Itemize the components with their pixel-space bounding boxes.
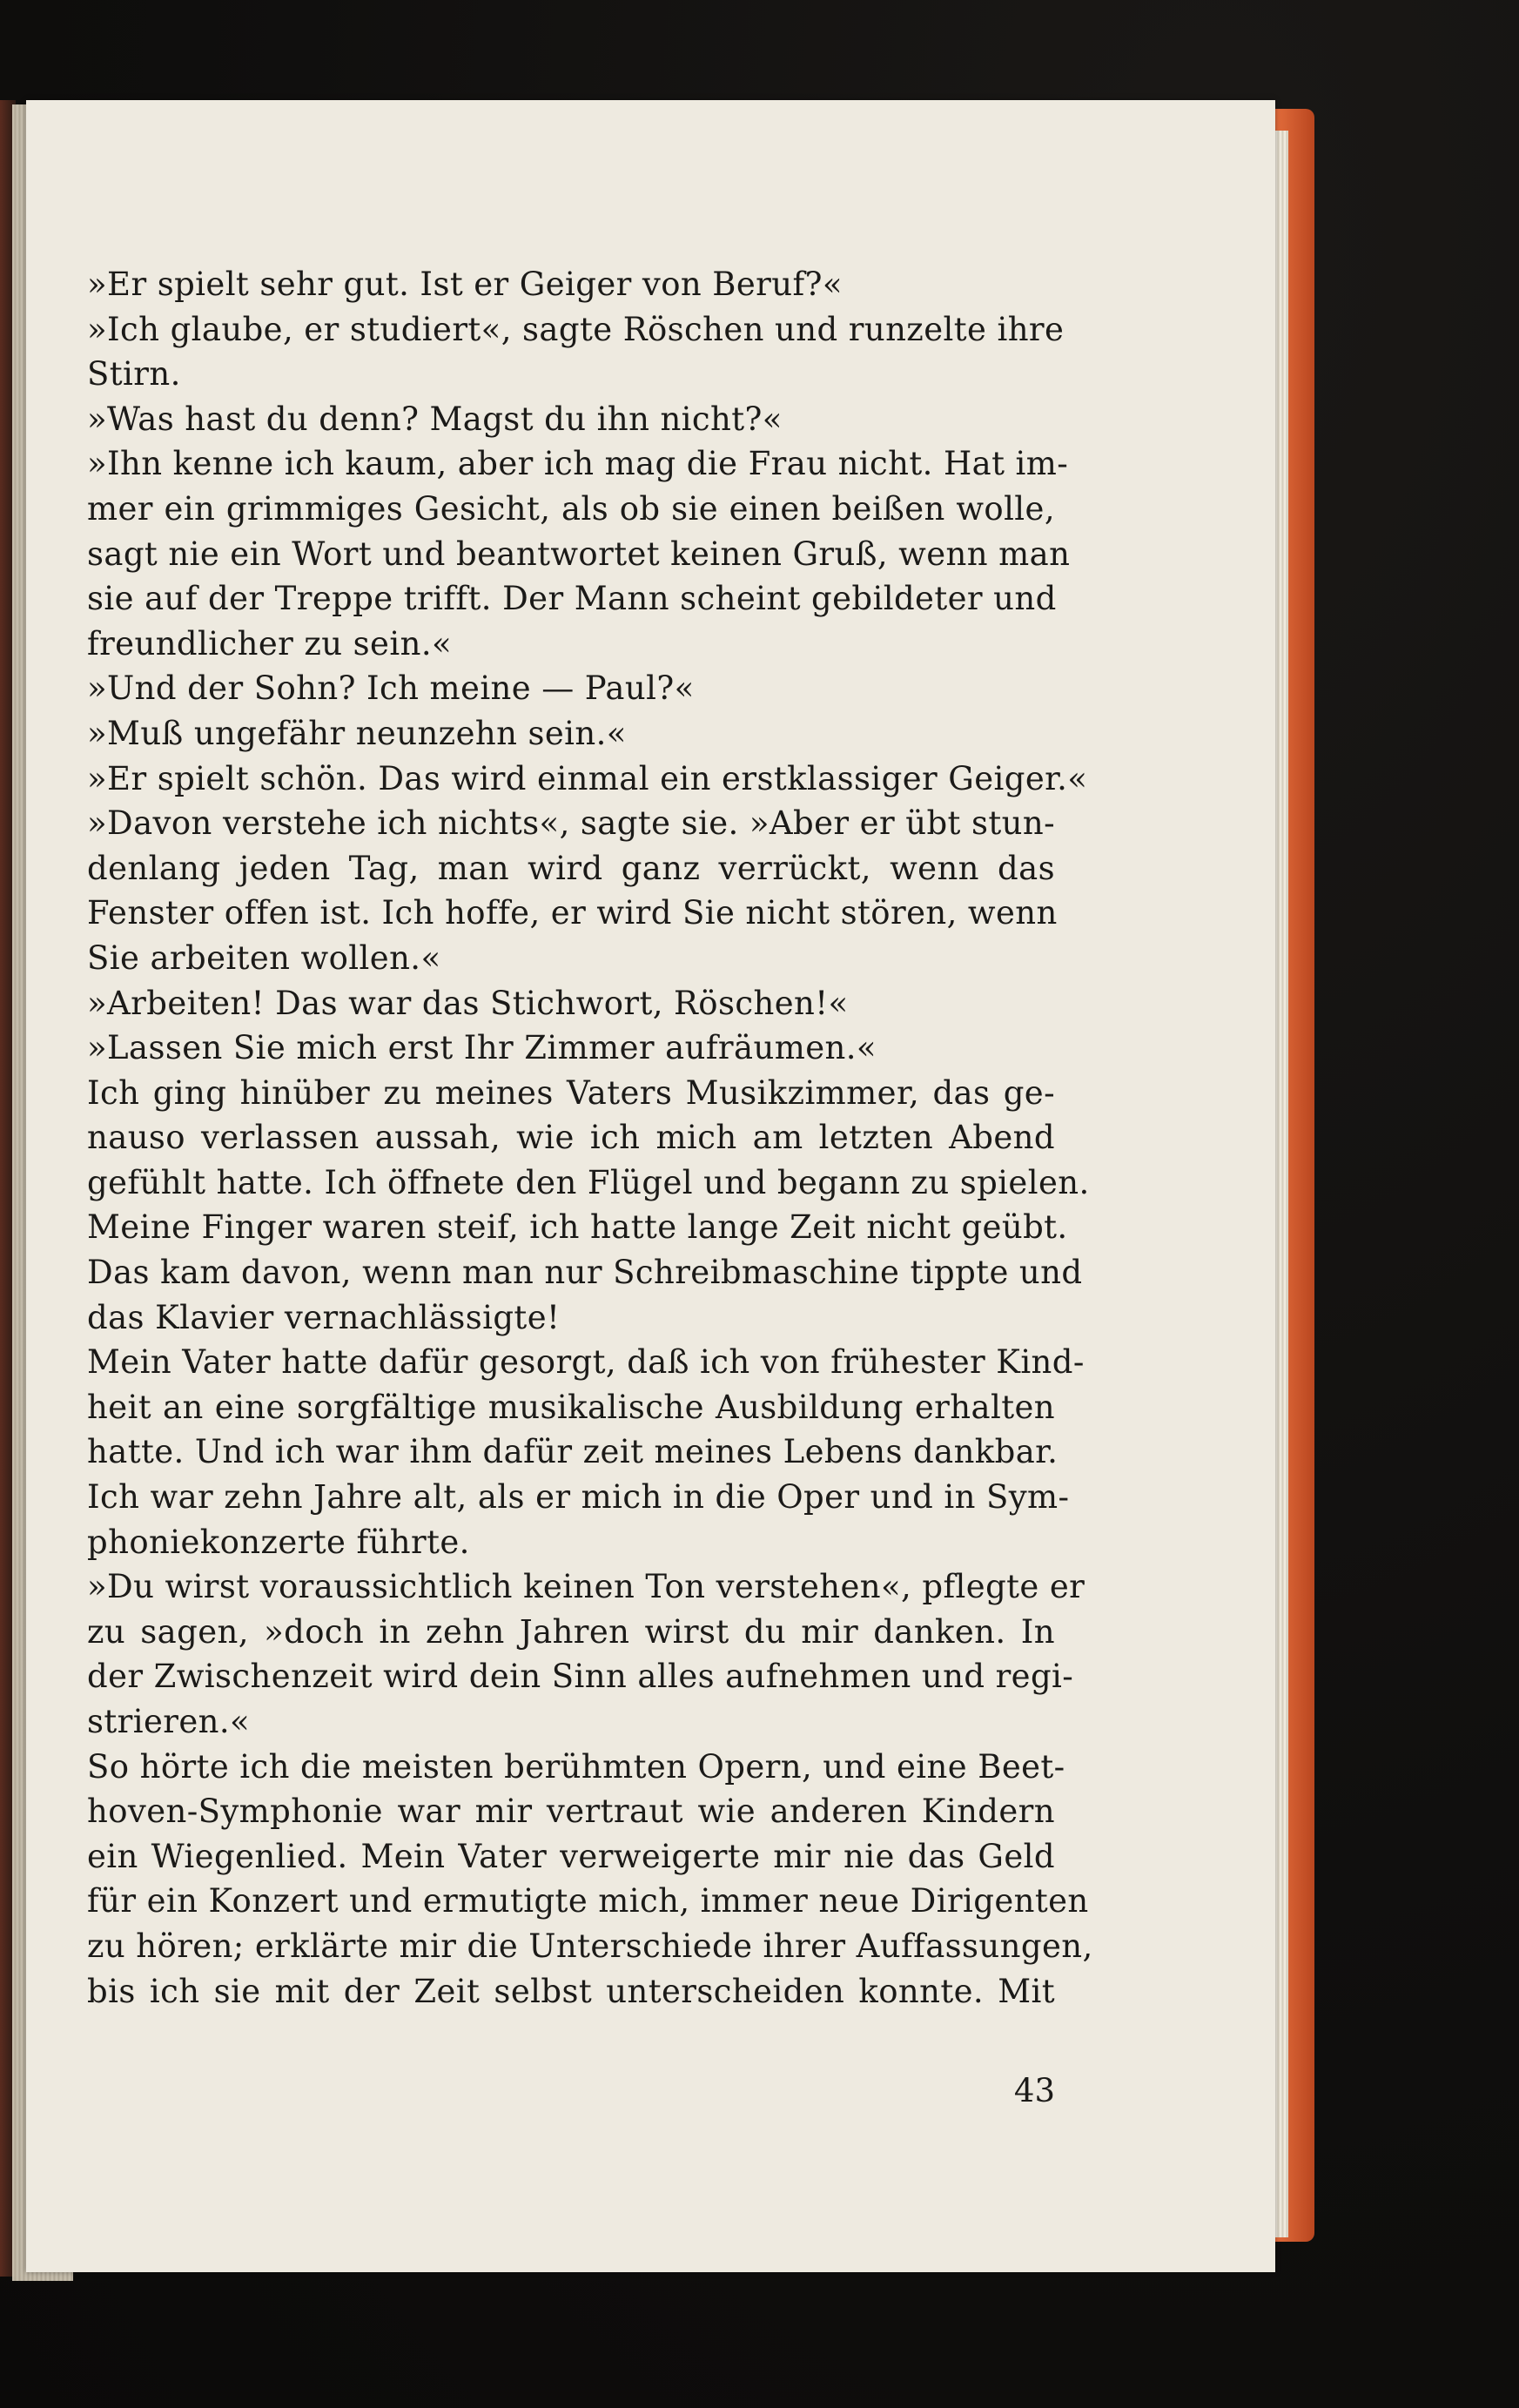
- text-line: das Klavier vernachlässigte!: [87, 1298, 561, 1336]
- text-line: strieren.«: [87, 1703, 251, 1740]
- text-line: So hörte ich die meisten berühmten Opern, und eine Beet-: [87, 1747, 1065, 1786]
- text-line: phoniekonzerte führte.: [87, 1523, 470, 1561]
- text-line: Das kam davon, wenn man nur Schreibmaschine tippte und: [87, 1254, 1083, 1292]
- text-line: freundlicher zu sein.«: [87, 624, 453, 663]
- text-line: gefühlt hatte. Ich öffnete den Flügel und begann zu spielen.: [87, 1163, 1090, 1201]
- text-line: »Arbeiten! Das war das Stichwort, Röschen!«: [87, 984, 849, 1022]
- text-line: sagt nie ein Wort und beantwortet keinen Gruß, wenn man: [87, 535, 1071, 573]
- text-line: nauso verlassen aussah, wie ich mich am letzten Abend: [87, 1119, 1055, 1157]
- body-text: [87, 262, 1093, 2014]
- text-line: zu hören; erklärte mir die Unterschiede ihrer Auffassungen,: [87, 1927, 1093, 1965]
- text-line: »Du wirst voraussichtlich keinen Ton verstehen«, pflegte er: [87, 1568, 1085, 1606]
- page-number: 43: [1013, 2072, 1055, 2109]
- text-line: heit an eine sorgfältige musikalische Ausbildung erhalten: [87, 1388, 1055, 1426]
- text-line: hatte. Und ich war ihm dafür zeit meines Lebens dankbar.: [87, 1433, 1059, 1471]
- text-line: »Er spielt sehr gut. Ist er Geiger von Beruf?«: [87, 266, 843, 303]
- text-line: denlang jeden Tag, man wird ganz verrückt, wenn das: [87, 849, 1055, 887]
- text-line: bis ich sie mit der Zeit selbst unterscheiden konnte. Mit: [87, 1972, 1055, 2010]
- text-line: »Er spielt schön. Das wird einmal ein erstklassiger Geiger.«: [87, 759, 1088, 797]
- text-line: Sie arbeiten wollen.«: [87, 938, 441, 977]
- text-line: »Davon verstehe ich nichts«, sagte sie. »Aber er übt stun-: [87, 804, 1055, 843]
- text-line: Meine Finger waren steif, ich hatte lange Zeit nicht geübt.: [87, 1208, 1068, 1247]
- text-line: zu sagen, »doch in zehn Jahren wirst du mir danken. In: [87, 1612, 1055, 1651]
- text-line: »Ihn kenne ich kaum, aber ich mag die Frau nicht. Hat im-: [87, 445, 1069, 483]
- text-line: »Lassen Sie mich erst Ihr Zimmer aufräumen.«: [87, 1029, 877, 1067]
- text-line: »Was hast du denn? Magst du ihn nicht?«: [87, 400, 783, 438]
- text-line: ein Wiegenlied. Mein Vater verweigerte mir nie das Geld: [87, 1837, 1055, 1875]
- text-line: Ich war zehn Jahre alt, als er mich in die Oper und in Sym-: [87, 1478, 1070, 1517]
- text-line: Stirn.: [87, 355, 181, 393]
- text-line: der Zwischenzeit wird dein Sinn alles aufnehmen und regi-: [87, 1658, 1074, 1696]
- text-line: Mein Vater hatte dafür gesorgt, daß ich von frühester Kind-: [87, 1343, 1085, 1382]
- text-line: »Ich glaube, er studiert«, sagte Röschen und runzelte ihre: [87, 310, 1065, 348]
- text-line: »Und der Sohn? Ich meine — Paul?«: [87, 669, 695, 708]
- text-line: für ein Konzert und ermutigte mich, immer neue Dirigenten: [87, 1882, 1089, 1920]
- text-line: hoven-Symphonie war mir vertraut wie anderen Kindern: [87, 1793, 1055, 1831]
- text-line: Ich ging hinüber zu meines Vaters Musikzimmer, das ge-: [87, 1073, 1055, 1112]
- book-page: [26, 100, 1275, 2272]
- text-line: »Muß ungefähr neunzehn sein.«: [87, 714, 627, 752]
- text-line: Fenster offen ist. Ich hoffe, er wird Sie nicht stören, wenn: [87, 894, 1058, 932]
- text-line: mer ein grimmiges Gesicht, als ob sie einen beißen wolle,: [87, 489, 1055, 528]
- text-line: sie auf der Treppe trifft. Der Mann scheint gebildeter und: [87, 580, 1057, 618]
